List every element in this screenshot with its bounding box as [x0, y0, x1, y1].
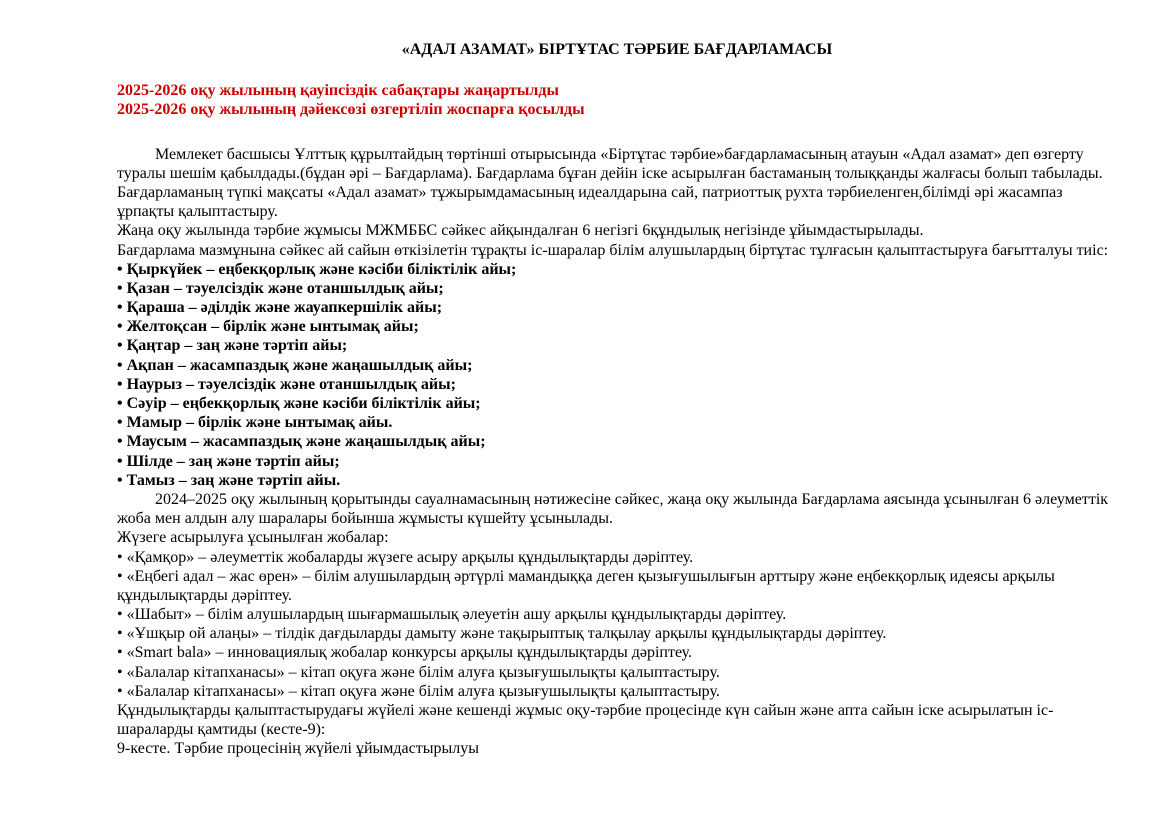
month-list-item: • Ақпан – жасампаздық және жаңашылдық айы; [117, 356, 473, 374]
month-list-item: • Қараша – әділдік және жауапкершілік айы; [117, 299, 443, 317]
month-list-item: • Мамыр – бірлік және ынтымақ айы. [117, 414, 393, 432]
month-list-item: • Тамыз – заң және тәртіп айы. [117, 471, 341, 489]
values-line: Жаңа оқу жылында тәрбие жұмысы МЖМББС сәйкес айқындалған 6 негізгі 6құндылық негізінде ұйымдастырылады. [117, 222, 924, 240]
notice-line-2: 2025-2026 оқу жылының дәйексөзі өзгертіліп жоспарға қосылды [117, 101, 585, 119]
project-list-item: • «Қамқор» – әлеуметтік жобаларды жүзеге асыру арқылы құндылықтарды дәріптеу. [117, 548, 694, 566]
project-list-item: • «Балалар кітапханасы» – кітап оқуға және білім алуға қызығушылықты қалыптастыру. [117, 682, 720, 700]
closing-paragraph: Құндылықтарды қалыптастырудағы жүйелі және кешенді жұмыс оқу-тәрбие процесінде күн сайын және апта сайын іске асырылатын іс-шараларды қамтиды (кесте-9): [117, 702, 1054, 739]
projects-intro: Жүзеге асырылуға ұсынылған жобалар: [117, 529, 389, 547]
project-list-item: • «Еңбегі адал – жас өрен» – білім алушылардың әртүрлі мамандыққа деген қызығушылығын арттыру және еңбекқорлық идеясы арқылы құндылықтарды дәріптеу. [117, 567, 1055, 604]
month-list-item: • Сәуір – еңбекқорлық және кәсіби біліктілік айы; [117, 395, 481, 412]
update-notices [117, 81, 1117, 119]
month-list-item: • Маусым – жасампаздық және жаңашылдық айы; [117, 433, 486, 451]
month-list-item: • Желтоқсан – бірлік және ынтымақ айы; [117, 318, 419, 336]
month-list [117, 260, 1117, 490]
document-title: «АДАЛ АЗАМАТ» БІРТҰТАС ТӘРБИЕ БАҒДАРЛАМАСЫ [401, 41, 833, 58]
project-list-item: • «Шабыт» – білім алушылардың шығармашылық әлеуетін ашу арқылы құндылықтарды дәріптеу. [117, 606, 787, 624]
monthly-line: Бағдарлама мазмұнына сәйкес ай сайын өткізілетін тұрақты іс-шаралар білім алушылардың біртұтас тұлғасын қалыптастыруға бағытталуы тиіс: [117, 241, 1109, 259]
project-list [117, 548, 1117, 702]
month-list-item: • Шілде – заң және тәртіп айы; [117, 452, 340, 470]
month-list-item: • Қаңтар – заң және тәртіп айы; [117, 337, 348, 355]
month-list-item: • Наурыз – тәуелсіздік және отаншылдық айы; [117, 375, 456, 393]
project-list-item: • «Smart bala» – инновациялық жобалар конкурсы арқылы құндылықтарды дәріптеу. [117, 644, 693, 662]
notice-line-1: 2025-2026 оқу жылының қауіпсіздік сабақтары жаңартылды [117, 82, 559, 100]
intro-paragraph: Мемлекет басшысы Ұлттық құрылтайдың төртінші отырысында «Біртұтас тәрбие»бағдарламасының атауын «Адал азамат» деп өзгерту туралы шешім қабылдады.(бұдан әрі – Бағдарлама). Бағдарлама бұған дейін іске асырылған бастаманың толыққанды жалғасы болып табылады. Бағдарламаның түпкі мақсаты «Адал азамат» тұжырымдамасының идеалдарына сай, патриоттық рухта тәрбиеленген,білімді әрі жасампаз ұрпақты қалыптастыру. [117, 145, 1103, 221]
document-content [117, 40, 1117, 759]
document-body [117, 145, 1117, 759]
table-caption: 9-кесте. Тәрбие процесінің жүйелі ұйымдастырылуы [117, 740, 479, 758]
month-list-item: • Қыркүйек – еңбекқорлық және кәсіби біліктілік айы; [117, 260, 517, 278]
month-list-item: • Қазан – тәуелсіздік және отаншылдық айы; [117, 279, 444, 297]
project-list-item: • «Ұшқыр ой алаңы» – тілдік дағдыларды дамыту және тақырыптық талқылау арқылы құндылықтарды дәріптеу. [117, 625, 887, 643]
project-list-item: • «Балалар кітапханасы» – кітап оқуға және білім алуға қызығушылықты қалыптастыру. [117, 663, 720, 681]
survey-paragraph: 2024–2025 оқу жылының қорытынды сауалнамасының нәтижесіне сәйкес, жаңа оқу жылында Бағдарлама аясында ұсынылған 6 әлеуметтік жоба мен алдын алу шаралары бойынша жұмысты күшейту ұсынылады. [117, 490, 1109, 528]
